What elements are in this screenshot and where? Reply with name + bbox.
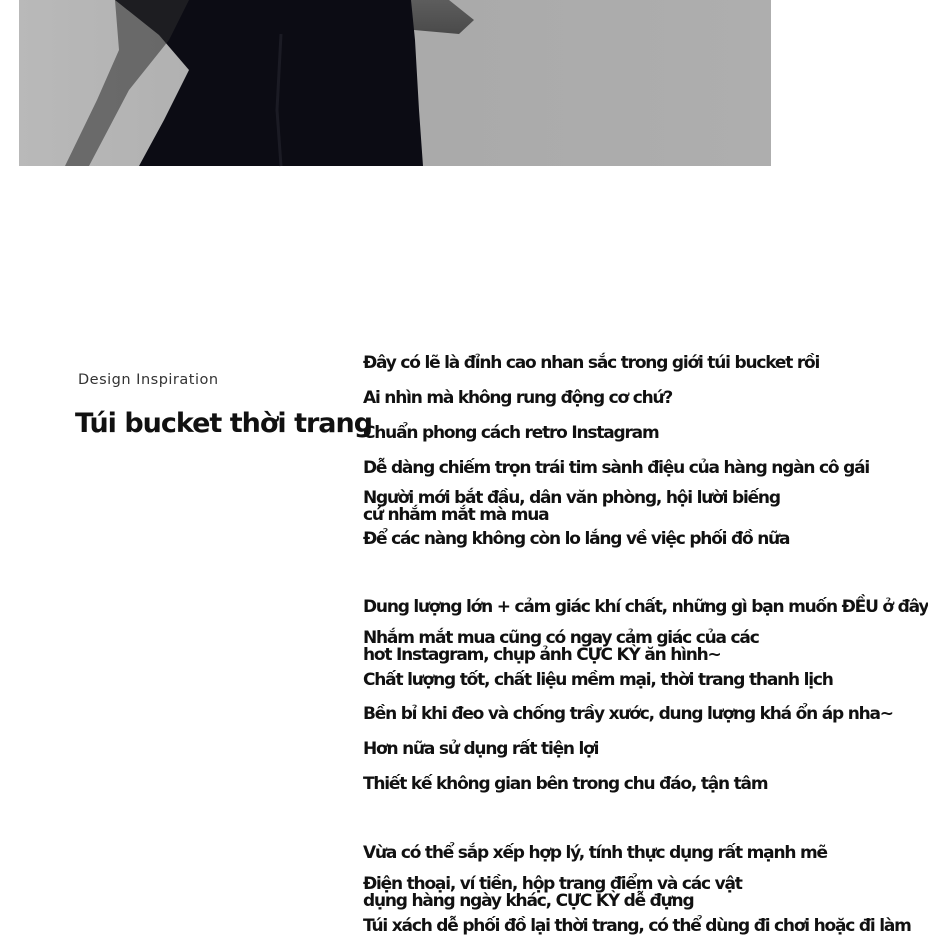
body-text-line: Ai nhìn mà không rung động cơ chứ? bbox=[363, 388, 673, 408]
design-inspiration-label: Design Inspiration bbox=[78, 372, 219, 388]
body-text-line: Điện thoại, ví tiền, hộp trang điểm và các vật dụng hàng ngày khác, CỰC KỲ dễ đựng bbox=[363, 874, 742, 911]
product-title: Túi bucket thời trang bbox=[75, 408, 373, 439]
product-photo bbox=[19, 0, 771, 166]
product-photo-art bbox=[19, 0, 771, 166]
body-text-line: Dễ dàng chiếm trọn trái tim sành điệu của hàng ngàn cô gái bbox=[363, 458, 869, 478]
body-text-line: Chất lượng tốt, chất liệu mềm mại, thời trang thanh lịch bbox=[363, 670, 833, 690]
body-text-line: Chuẩn phong cách retro Instagram bbox=[363, 423, 659, 443]
body-text-line: Đây có lẽ là đỉnh cao nhan sắc trong giới túi bucket rồi bbox=[363, 353, 820, 373]
body-text-line: Thiết kế không gian bên trong chu đáo, tận tâm bbox=[363, 774, 768, 794]
body-text-line: Nhắm mắt mua cũng có ngay cảm giác của các hot Instagram, chụp ảnh CỰC KỲ ăn hình~ bbox=[363, 628, 759, 665]
body-text-line: Vừa có thể sắp xếp hợp lý, tính thực dụng rất mạnh mẽ bbox=[363, 843, 827, 863]
body-text-line: Bền bỉ khi đeo và chống trầy xước, dung lượng khá ổn áp nha~ bbox=[363, 704, 893, 724]
body-text-line: Dung lượng lớn + cảm giác khí chất, những gì bạn muốn ĐỀU ở đây bbox=[363, 597, 928, 617]
body-text-line: Hơn nữa sử dụng rất tiện lợi bbox=[363, 739, 599, 759]
body-text-line: Túi xách dễ phối đồ lại thời trang, có thể dùng đi chơi hoặc đi làm bbox=[363, 916, 911, 936]
body-text-line: Người mới bắt đầu, dân văn phòng, hội lười biếng cứ nhắm mắt mà mua bbox=[363, 488, 780, 525]
body-text-line: Để các nàng không còn lo lắng về việc phối đồ nữa bbox=[363, 529, 790, 549]
